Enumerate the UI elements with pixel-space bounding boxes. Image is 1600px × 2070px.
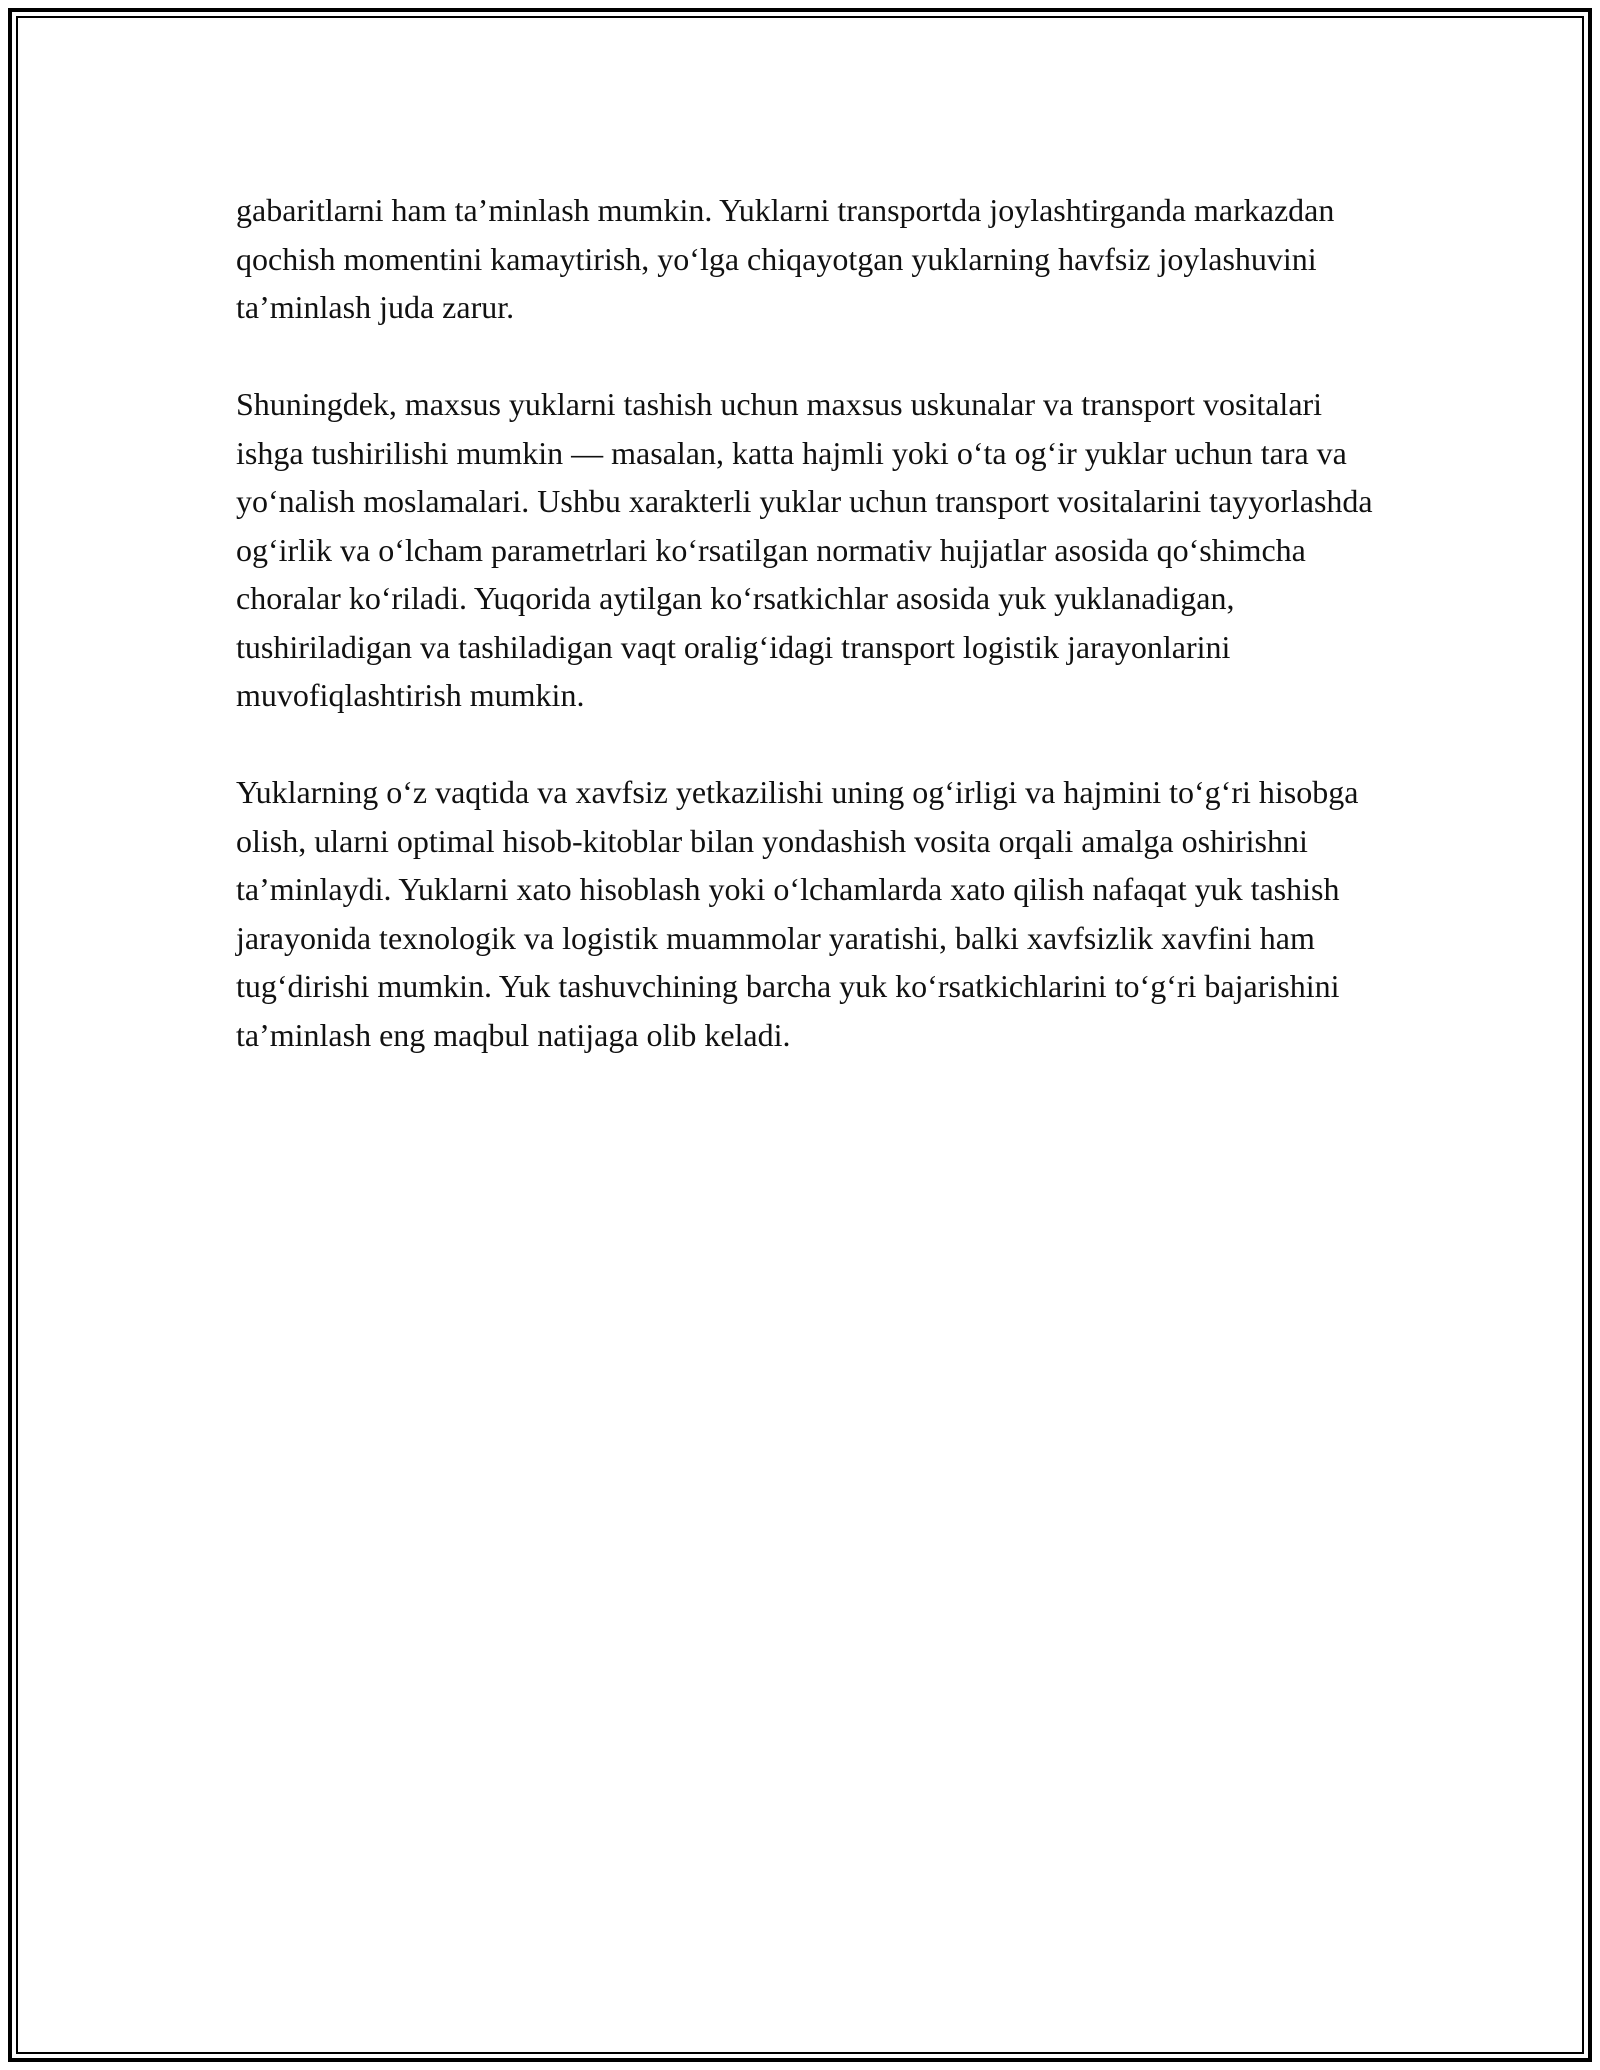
document-body	[236, 186, 1376, 1108]
paragraph-2: Shuningdek, maxsus yuklarni tashish uchun maxsus uskunalar va transport vositalari ishga tushirilishi mumkin — masalan, katta hajmli yoki o‘ta og‘ir yuklar uchun tara va yo‘nalish moslamalari. Ushbu xarakterli yuklar uchun transport vositalarini tayyorlashda og‘irlik va o‘lcham parametrlari ko‘rsatilgan normativ hujjatlar asosida qo‘shimcha choralar ko‘riladi. Yuqorida aytilgan ko‘rsatkichlar asosida yuk yuklanadigan, tushiriladigan va tashiladigan vaqt oralig‘idagi transport logistik jarayonlarini muvofiqlashtirish mumkin.	[236, 386, 1373, 713]
paragraph-3: Yuklarning o‘z vaqtida va xavfsiz yetkazilishi uning og‘irligi va hajmini to‘g‘ri hisobga olish, ularni optimal hisob-kitoblar bilan yondashish vosita orqali amalga oshirishni ta’minlaydi. Yuklarni xato hisoblash yoki o‘lchamlarda xato qilish nafaqat yuk tashish jarayonida texnologik va logistik muammolar yaratishi, balki xavfsizlik xavfini ham tug‘dirishi mumkin. Yuk tashuvchining barcha yuk ko‘rsatkichlarini to‘g‘ri bajarishini ta’minlash eng maqbul natijaga olib keladi.	[236, 774, 1359, 1053]
paragraph-1: gabaritlarni ham ta’minlash mumkin. Yuklarni transportda joylashtirganda markazdan qochish momentini kamaytirish, yo‘lga chiqayotgan yuklarning havfsiz joylashuvini ta’minlash juda zarur.	[236, 192, 1335, 325]
